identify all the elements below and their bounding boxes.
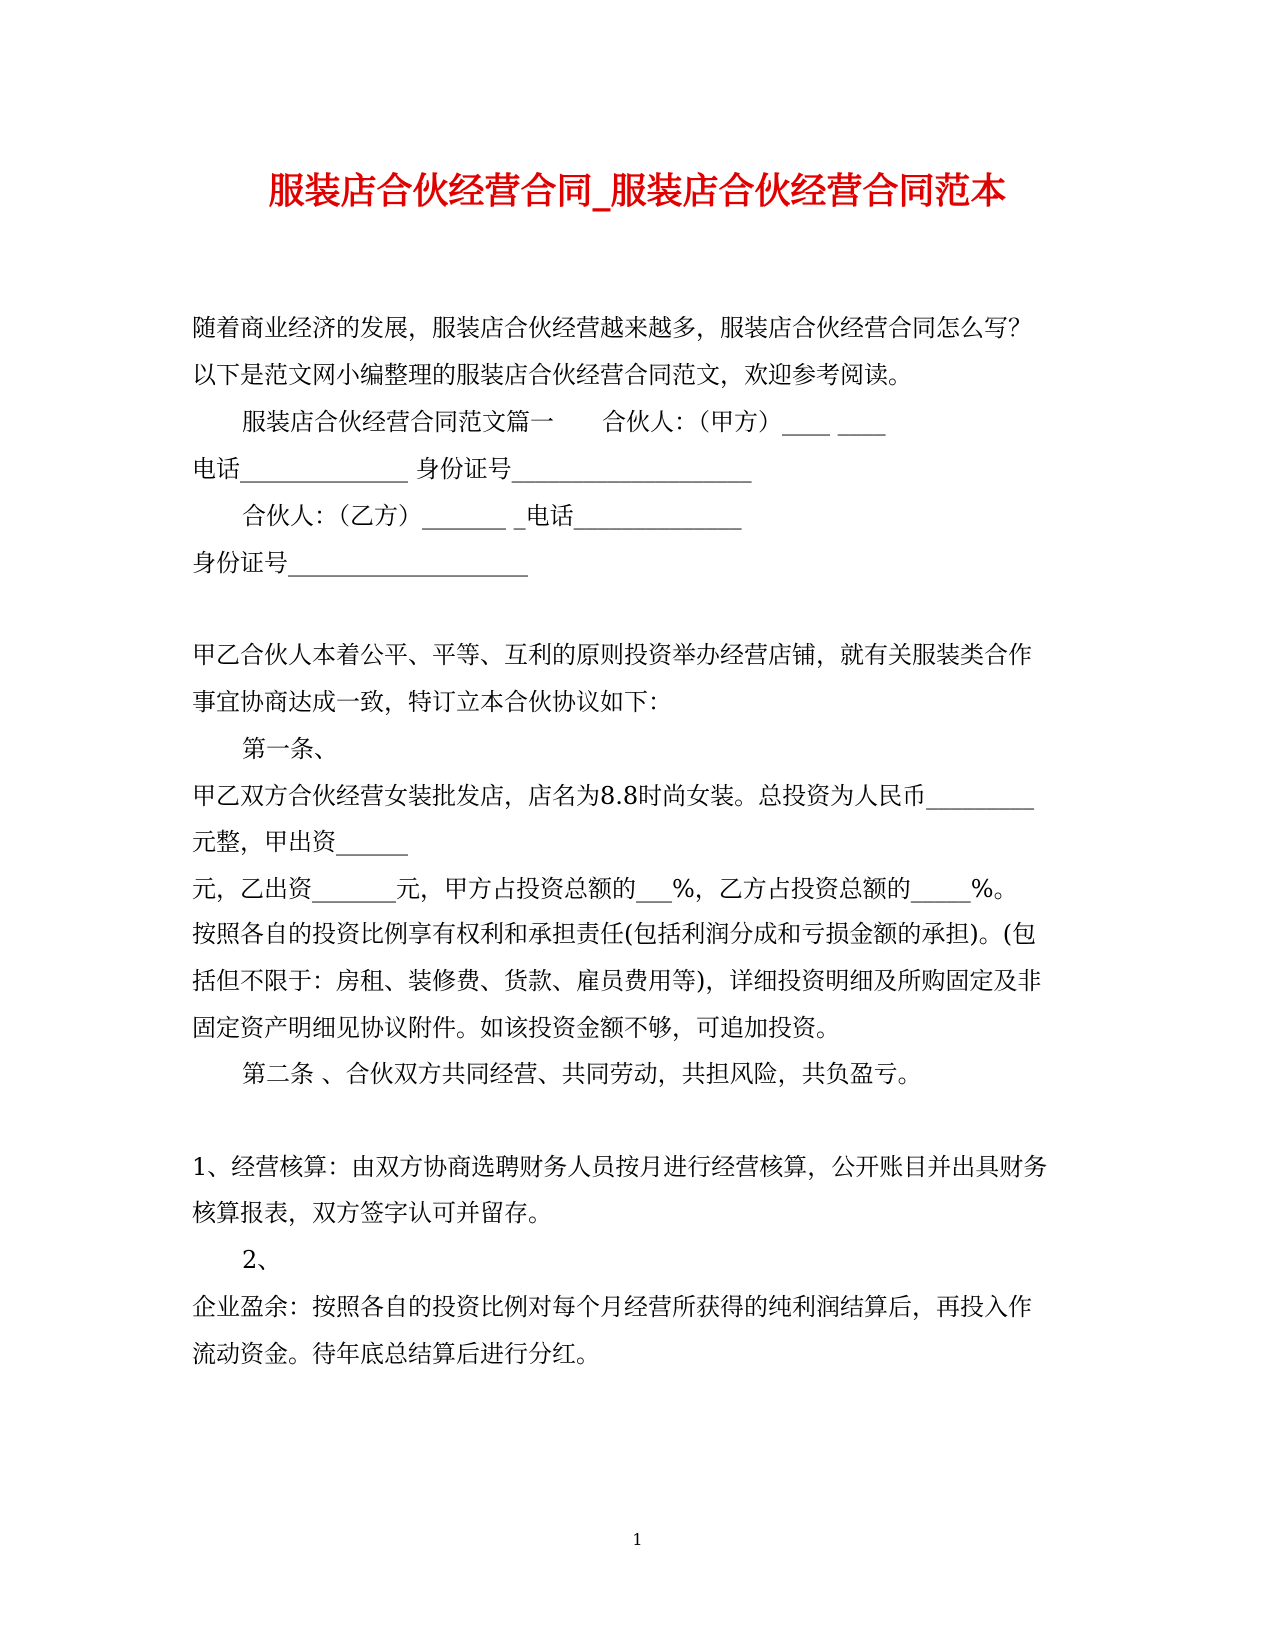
paragraph-line: 固定资产明细见协议附件。如该投资金额不够，可追加投资。 xyxy=(192,1014,840,1042)
paragraph-line: 1、经营核算：由双方协商选聘财务人员按月进行经营核算，公开账目并出具财务 xyxy=(192,1153,1048,1181)
article-heading: 第一条、 xyxy=(242,735,338,763)
paragraph-line: 甲乙双方合伙经营女装批发店，店名为8.8时尚女装。总投资为人民币_________ xyxy=(192,782,1035,810)
page-number: 1 xyxy=(632,1530,643,1549)
paragraph-line: 按照各自的投资比例享有权利和承担责任(包括利润分成和亏损金额的承担)。(包 xyxy=(192,920,1037,948)
page-title: 服装店合伙经营合同_服装店合伙经营合同范本 xyxy=(268,171,1007,212)
paragraph-line: 甲乙合伙人本着公平、平等、互利的原则投资举办经营店铺，就有关服装类合作 xyxy=(192,641,1032,669)
paragraph-line: 元，乙出资_______元，甲方占投资总额的___%，乙方占投资总额的_____%。 xyxy=(192,875,1018,903)
article-heading: 第二条 、合伙双方共同经营、共同劳动，共担风险，共负盈亏。 xyxy=(242,1060,922,1088)
paragraph-line: 事宜协商达成一致，特订立本合伙协议如下： xyxy=(192,688,672,716)
paragraph-line: 流动资金。待年底总结算后进行分红。 xyxy=(192,1340,600,1368)
contract-heading-line: 服装店合伙经营合同范文篇一 合伙人：（甲方）____ ____ xyxy=(242,408,886,436)
party-b-line: 合伙人：（乙方）_______ _电话______________ xyxy=(242,502,742,530)
intro-line: 以下是范文网小编整理的服装店合伙经营合同范文，欢迎参考阅读。 xyxy=(192,361,912,389)
paragraph-line: 括但不限于：房租、装修费、货款、雇员费用等)，详细投资明细及所购固定及非 xyxy=(192,967,1042,995)
paragraph-line: 元整，甲出资______ xyxy=(192,828,408,856)
party-b-id-line: 身份证号____________________ xyxy=(192,549,528,577)
item-number: 2、 xyxy=(242,1246,282,1274)
paragraph-line: 企业盈余：按照各自的投资比例对每个月经营所获得的纯利润结算后，再投入作 xyxy=(192,1293,1032,1321)
intro-line: 随着商业经济的发展，服装店合伙经营越来越多，服装店合伙经营合同怎么写？ xyxy=(192,314,1032,342)
paragraph-line: 核算报表，双方签字认可并留存。 xyxy=(192,1199,552,1227)
party-a-phone-id-line: 电话______________ 身份证号____________________ xyxy=(192,455,752,483)
